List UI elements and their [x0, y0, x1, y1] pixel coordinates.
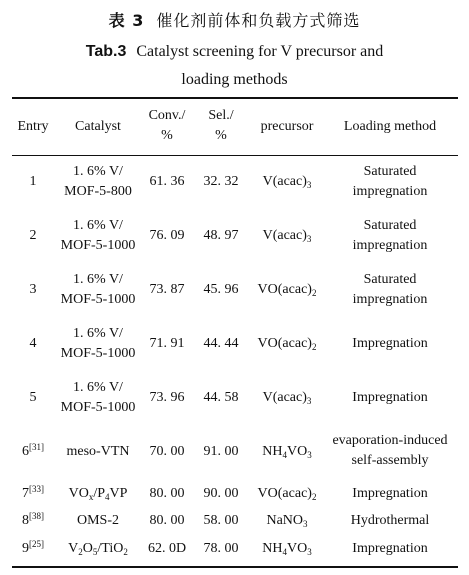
- row3-conversion: 73. 87: [149, 282, 185, 297]
- row4-catalyst: 1. 6% V/ MOF-5-1000: [60, 326, 136, 361]
- header-sel-line1: Sel./: [208, 108, 234, 123]
- row3-loading-method: Saturated impregnation: [352, 272, 428, 307]
- table-top-rule: [12, 97, 458, 99]
- row7-reference: [33]: [29, 484, 44, 494]
- row5-conversion: 73. 96: [149, 390, 185, 405]
- row8-catalyst: OMS-2: [76, 513, 119, 528]
- row9-precursor: $NH_4VO_3$: [262, 541, 312, 557]
- row8-precursor: NaNO$_3$: [266, 513, 308, 529]
- caption-en-title-line2: loading methods: [181, 71, 288, 88]
- header-sel-line2: %: [215, 128, 227, 143]
- row7-precursor: $VO(acac)_2$: [257, 486, 317, 502]
- row1-loading-method: Saturated impregnation: [352, 164, 428, 199]
- row5-catalyst: 1. 6% V/ MOF-5-1000: [60, 380, 136, 415]
- row8-conversion: 80. 00: [149, 513, 185, 528]
- row7-selectivity: 90. 00: [203, 486, 239, 501]
- row7-loading-method: Impregnation: [352, 486, 428, 501]
- row9-selectivity: 78. 00: [203, 541, 239, 556]
- row7-catalyst: $VO_x/P_4VP$: [68, 486, 128, 502]
- row1-entry: 1: [29, 174, 37, 189]
- row8-reference: [38]: [29, 511, 44, 521]
- row6-precursor: $NH_4VO_3$: [262, 444, 312, 460]
- row3-precursor: $VO(acac)_2$: [257, 282, 317, 298]
- row7-entry: 7[33]: [22, 484, 44, 501]
- header-loading-method: Loading method: [343, 119, 437, 134]
- row6-catalyst: meso-VTN: [66, 444, 130, 459]
- row4-loading-method: Impregnation: [352, 336, 428, 351]
- row3-catalyst: 1. 6% V/ MOF-5-1000: [60, 272, 136, 307]
- row5-loading-method: Impregnation: [352, 390, 428, 405]
- row2-conversion: 76. 09: [149, 228, 185, 243]
- row2-selectivity: 48. 97: [203, 228, 239, 243]
- caption-cn-label: 表 3: [108, 11, 145, 30]
- header-catalyst: Catalyst: [75, 119, 121, 134]
- header-selectivity: [196, 106, 246, 146]
- row3-selectivity: 45. 96: [203, 282, 239, 297]
- row2-precursor: $V(acac)_3$: [262, 228, 312, 244]
- row9-conversion: 62. 0D: [147, 541, 187, 556]
- header-conversion: [140, 106, 194, 146]
- row9-entry: 9[25]: [22, 539, 44, 556]
- row1-precursor: $V(acac)_3$: [262, 174, 312, 190]
- header-conv-line1: Conv./: [148, 108, 186, 123]
- table-bottom-rule: [12, 566, 458, 568]
- row8-selectivity: 58. 00: [203, 513, 239, 528]
- row5-selectivity: 44. 58: [203, 390, 239, 405]
- row2-entry: 2: [29, 228, 37, 243]
- caption-en-label: Tab.3: [85, 43, 127, 60]
- row7-conversion: 80. 00: [149, 486, 185, 501]
- row5-entry: 5: [29, 390, 37, 405]
- header-conv-line2: %: [161, 128, 173, 143]
- row9-loading-method: Impregnation: [352, 541, 428, 556]
- row2-catalyst: 1. 6% V/ MOF-5-1000: [60, 218, 136, 253]
- row4-entry: 4: [29, 336, 37, 351]
- caption-en-title-line1: Catalyst screening for V precursor and: [136, 43, 384, 60]
- row1-selectivity: 32. 32: [203, 174, 239, 189]
- row4-conversion: 71. 91: [149, 336, 185, 351]
- table-caption-chinese: [0, 8, 469, 31]
- row1-conversion: 61. 36: [149, 174, 185, 189]
- row3-entry: 3: [29, 282, 37, 297]
- row1-catalyst: 1. 6% V/ MOF-5-800: [64, 164, 132, 199]
- row4-precursor: $VO(acac)_2$: [257, 336, 317, 352]
- row9-catalyst: $V_2O_5/TiO_2$: [68, 541, 128, 557]
- row5-precursor: $V(acac)_3$: [262, 390, 312, 406]
- table-header-rule: [12, 155, 458, 156]
- row6-conversion: 70. 00: [149, 444, 185, 459]
- row2-loading-method: Saturated impregnation: [352, 218, 428, 253]
- row6-entry: 6[31]: [22, 442, 44, 459]
- table-caption-english: [0, 38, 469, 94]
- row6-reference: [31]: [29, 442, 44, 452]
- row9-reference: [25]: [29, 539, 44, 549]
- row8-entry: 8[38]: [22, 511, 44, 528]
- row6-loading-method: evaporation-induced self-assembly: [332, 433, 448, 468]
- row8-loading-method: Hydrothermal: [350, 513, 430, 528]
- caption-cn-title: 催化剂前体和负载方式筛选: [156, 11, 361, 30]
- row4-selectivity: 44. 44: [203, 336, 239, 351]
- row6-selectivity: 91. 00: [203, 444, 239, 459]
- header-entry: Entry: [17, 119, 49, 134]
- header-precursor: precursor: [260, 119, 314, 134]
